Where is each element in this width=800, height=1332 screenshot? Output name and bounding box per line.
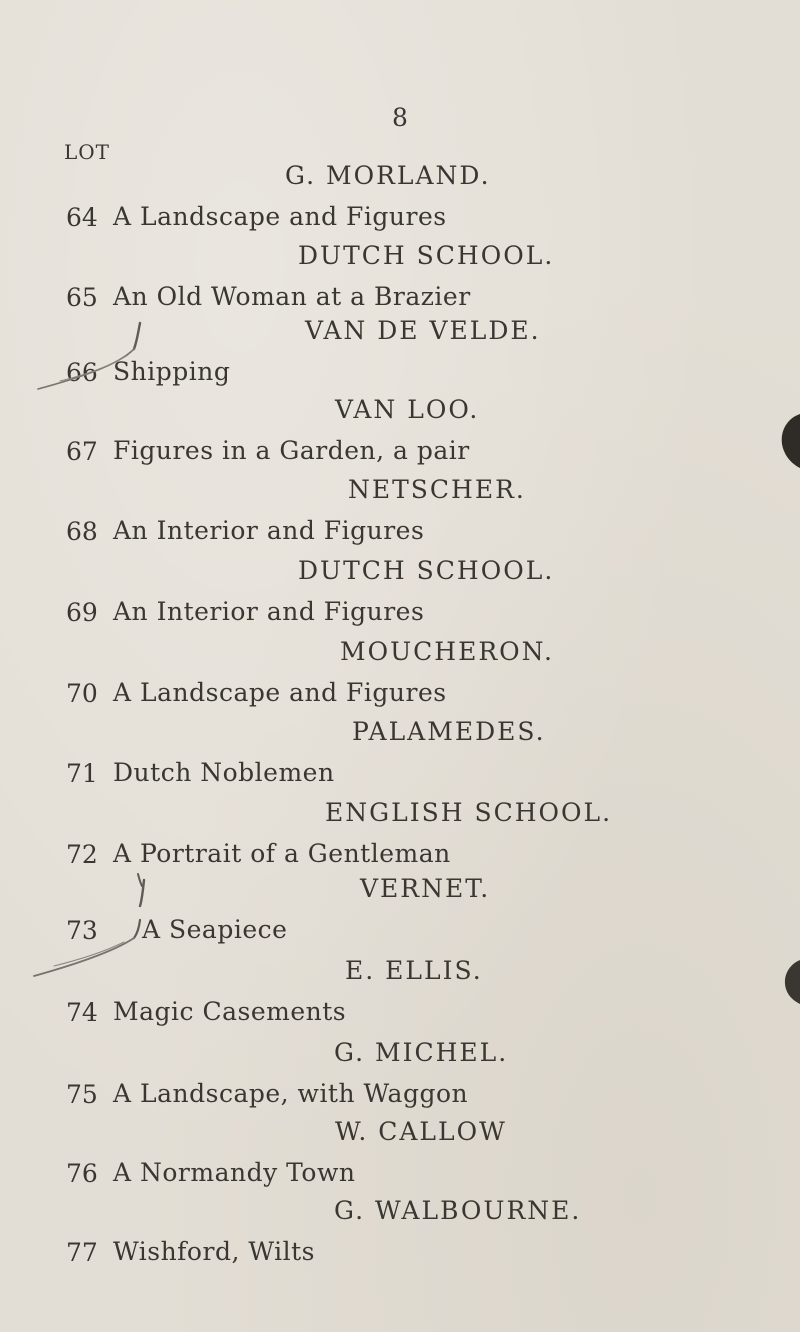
lot-number: 64 xyxy=(66,203,98,232)
lot-entry xyxy=(0,958,800,1038)
lot-title: Dutch Noblemen xyxy=(113,758,335,787)
artist-name: ENGLISH SCHOOL. xyxy=(325,798,613,827)
artist-name: G. MORLAND. xyxy=(285,161,491,190)
lot-entry xyxy=(0,558,800,638)
lot-title: An Old Woman at a Brazier xyxy=(113,282,471,311)
lot-column-header: LOT xyxy=(64,140,111,164)
lot-title: An Interior and Figures xyxy=(113,516,425,545)
lot-number: 71 xyxy=(66,759,98,788)
lot-entry xyxy=(0,163,800,243)
lot-entry xyxy=(0,397,800,477)
lot-entry xyxy=(0,719,800,799)
artist-name: W. CALLOW xyxy=(335,1117,507,1146)
lot-number: 68 xyxy=(66,517,98,546)
lot-title: A Portrait of a Gentleman xyxy=(113,839,451,868)
lot-entry xyxy=(0,1040,800,1120)
lot-number: 77 xyxy=(66,1238,98,1267)
lot-title: A Normandy Town xyxy=(113,1158,356,1187)
artist-name: MOUCHERON. xyxy=(340,637,554,666)
artist-name: PALAMEDES. xyxy=(352,717,546,746)
lot-number: 66 xyxy=(66,358,98,387)
artist-name: NETSCHER. xyxy=(348,475,526,504)
lot-number: 72 xyxy=(66,840,98,869)
lot-title: A Landscape and Figures xyxy=(113,202,447,231)
lot-number: 73 xyxy=(66,916,98,945)
lot-entry xyxy=(0,876,800,956)
page-number: 8 xyxy=(392,103,408,132)
artist-name: DUTCH SCHOOL. xyxy=(298,556,555,585)
lot-number: 75 xyxy=(66,1080,98,1109)
lot-title: A Landscape, with Waggon xyxy=(113,1079,469,1108)
lot-title: A Seapiece xyxy=(142,915,288,944)
lot-number: 69 xyxy=(66,598,98,627)
lot-title: Magic Casements xyxy=(113,997,347,1026)
lot-entry xyxy=(0,1119,800,1199)
lot-entry xyxy=(0,639,800,719)
lot-entry xyxy=(0,318,800,398)
artist-name: DUTCH SCHOOL. xyxy=(298,241,555,270)
artist-name: E. ELLIS. xyxy=(345,956,483,985)
lot-entry xyxy=(0,243,800,323)
lot-entry xyxy=(0,1198,800,1278)
artist-name: VAN LOO. xyxy=(335,395,480,424)
lot-title: Wishford, Wilts xyxy=(113,1237,315,1266)
lot-number: 67 xyxy=(66,437,98,466)
lot-title: Figures in a Garden, a pair xyxy=(113,436,470,465)
lot-title: A Landscape and Figures xyxy=(113,678,447,707)
lot-entry xyxy=(0,477,800,557)
artist-name: VAN DE VELDE. xyxy=(305,316,541,345)
lot-title: Shipping xyxy=(113,357,231,386)
lot-entry xyxy=(0,800,800,880)
artist-name: G. MICHEL. xyxy=(334,1038,509,1067)
artist-name: VERNET. xyxy=(360,874,491,903)
lot-title: An Interior and Figures xyxy=(113,597,425,626)
lot-number: 70 xyxy=(66,679,98,708)
lot-number: 74 xyxy=(66,998,98,1027)
artist-name: G. WALBOURNE. xyxy=(334,1196,582,1225)
lot-number: 76 xyxy=(66,1159,98,1188)
lot-number: 65 xyxy=(66,283,98,312)
